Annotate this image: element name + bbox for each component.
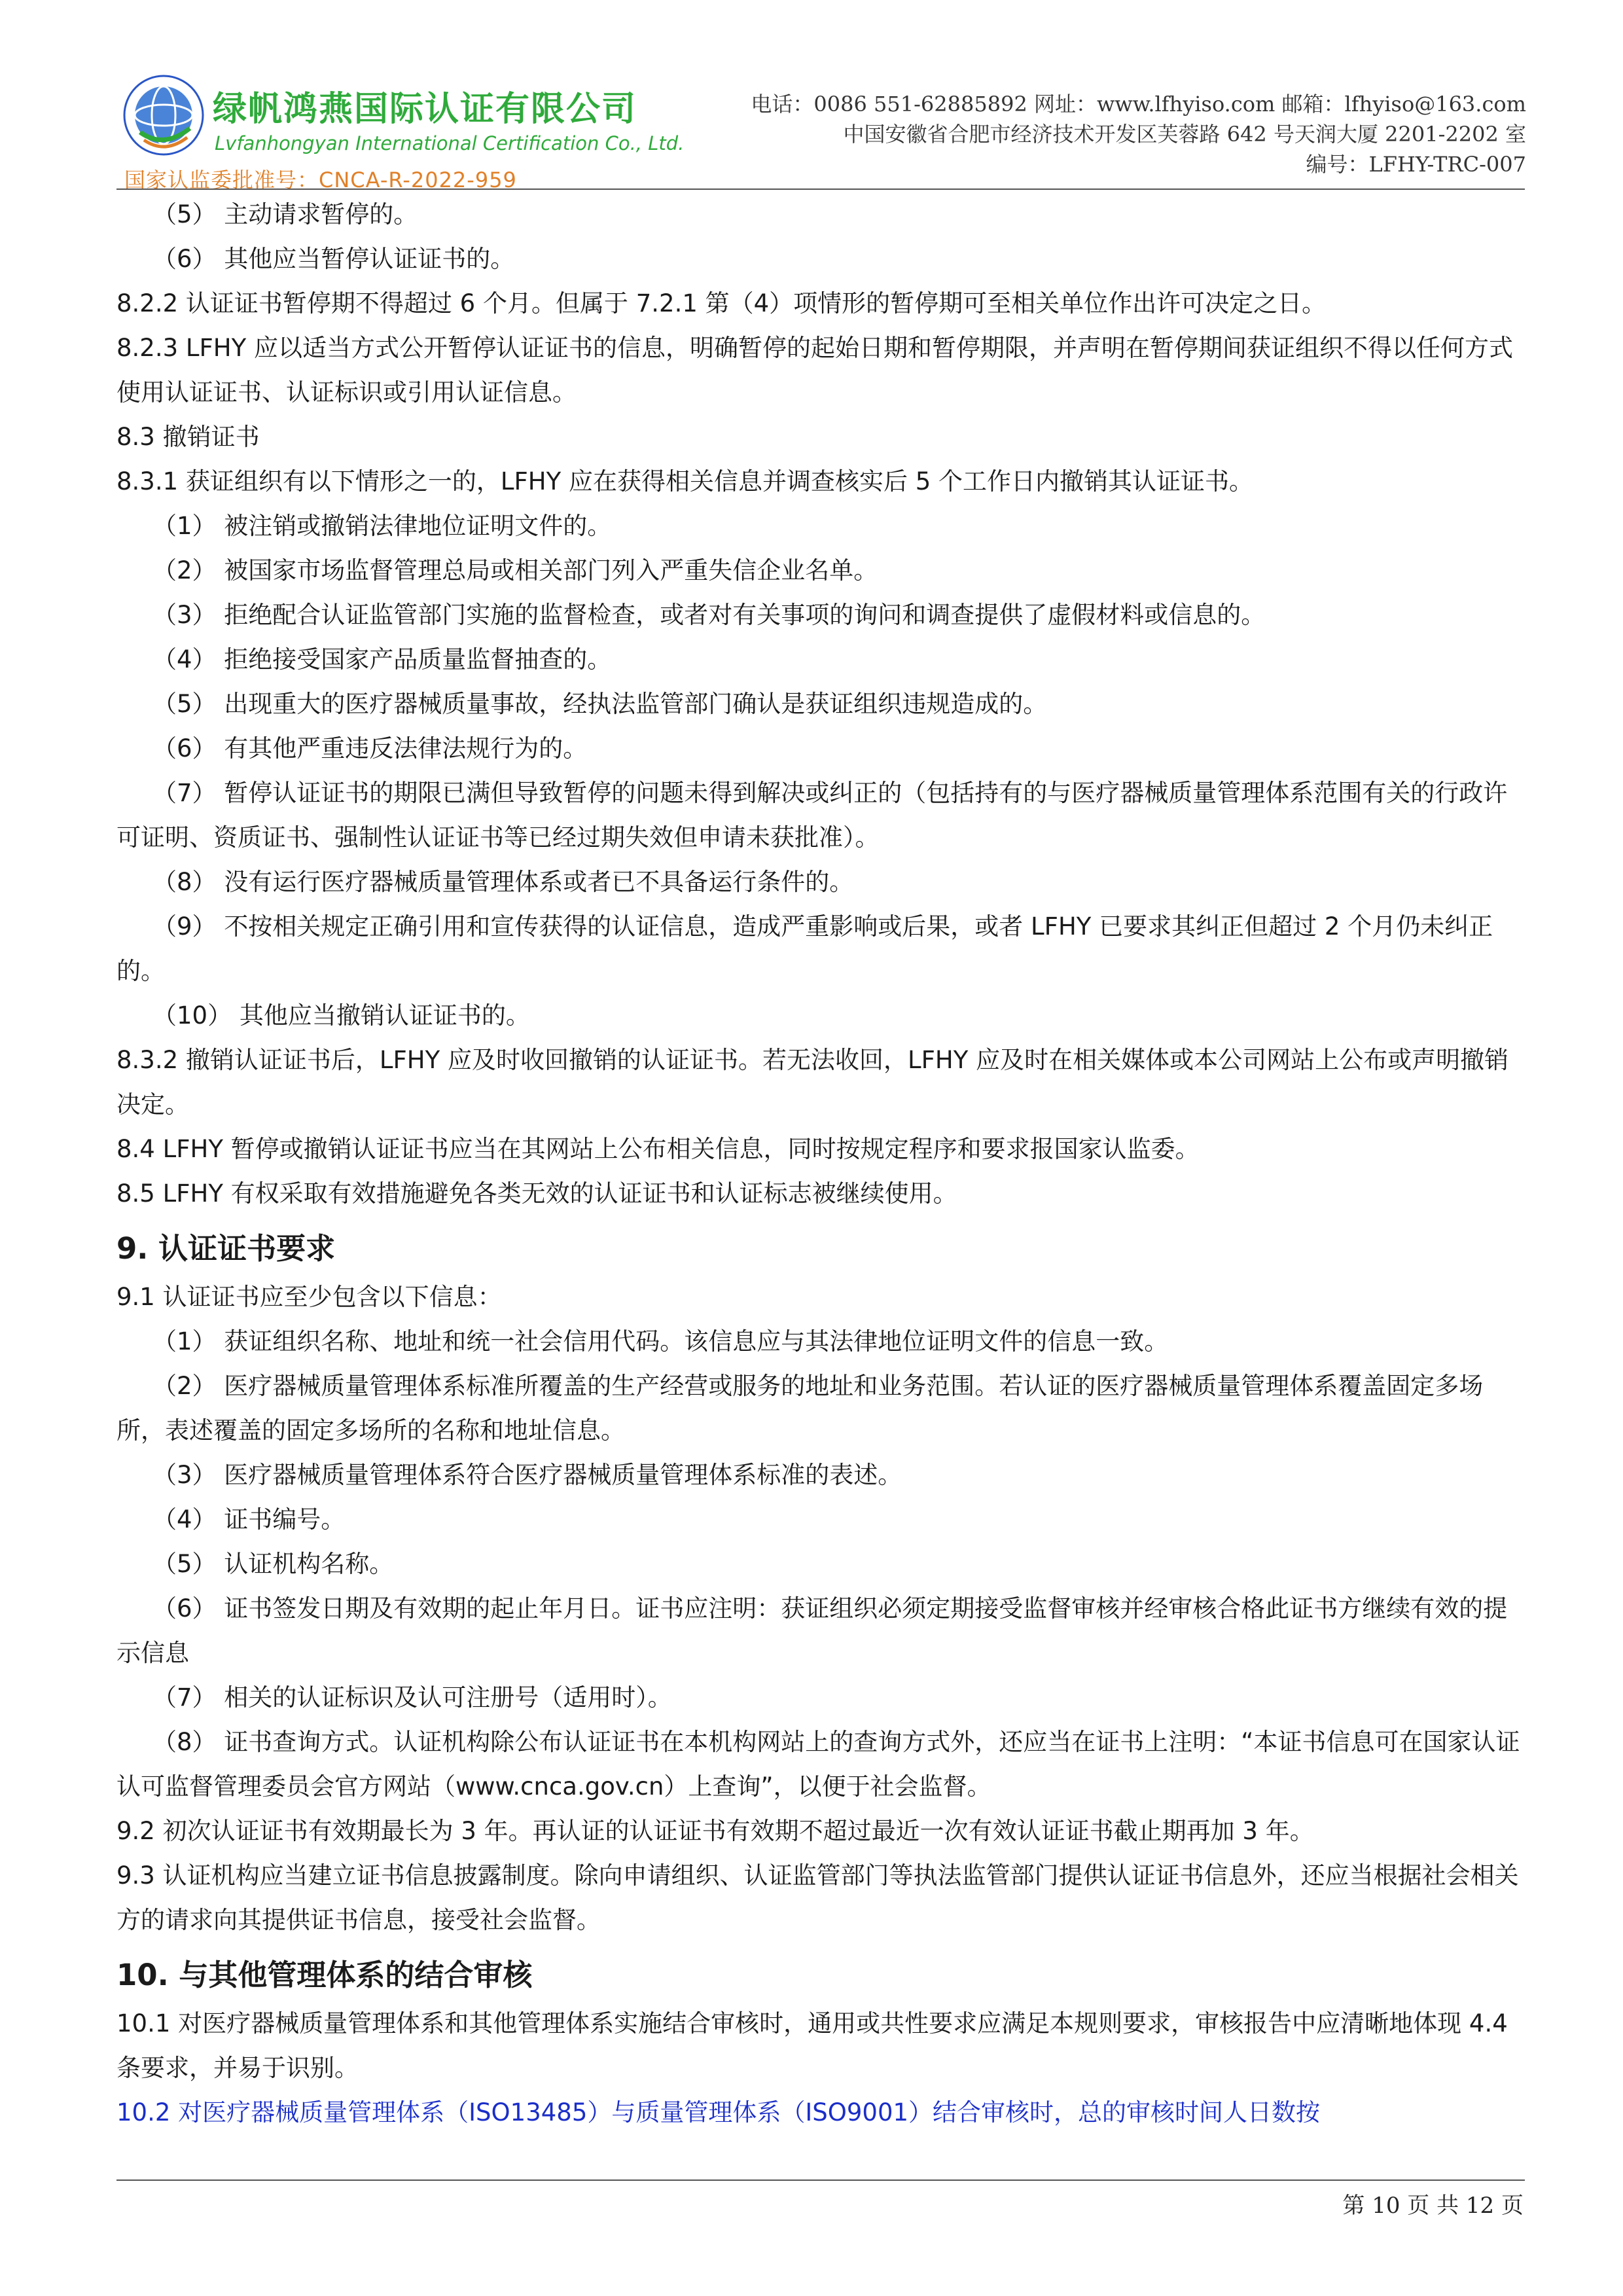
clause-9-3: 9.3 认证机构应当建立证书信息披露制度。除向申请组织、认证监管部门等执法监管部门提供认证证书信息外，还应当根据社会相关方的请求向其提供证书信息，接受社会监督。	[116, 1861, 1519, 1934]
section-9-heading: 9. 认证证书要求	[116, 1231, 336, 1266]
list-item: （1） 被注销或撤销法律地位证明文件的。	[152, 512, 612, 540]
list-item: （6） 有其他严重违反法律法规行为的。	[152, 734, 588, 762]
list-item: （4） 证书编号。	[152, 1505, 346, 1534]
header-divider	[116, 188, 1525, 190]
logo-approval-number: 国家认监委批准号：CNCA-R-2022-959	[124, 168, 517, 192]
clause-8-2-2: 8.2.2 认证证书暂停期不得超过 6 个月。但属于 7.2.1 第（4）项情形的暂停期可至相关单位作出许可决定之日。	[116, 289, 1327, 317]
company-logo	[118, 72, 685, 192]
clause-9-1: 9.1 认证证书应至少包含以下信息：	[116, 1283, 502, 1311]
list-item: （5） 出现重大的医疗器械质量事故，经执法监管部门确认是获证组织违规造成的。	[152, 690, 1048, 718]
list-item: （1） 获证组织名称、地址和统一社会信用代码。该信息应与其法律地位证明文件的信息一致。	[152, 1327, 1169, 1355]
contact-phone-web-email: 电话：0086 551-62885892 网址：www.lfhyiso.com 邮箱：lfhyiso@163.com	[751, 92, 1526, 117]
list-item: （10） 其他应当撤销认证证书的。	[152, 1001, 530, 1030]
list-item: （7） 相关的认证标识及认可注册号（适用时）。	[152, 1683, 672, 1712]
list-item: （4） 拒绝接受国家产品质量监督抽查的。	[152, 645, 612, 673]
list-item: （6） 证书签发日期及有效期的起止年月日。证书应注明：获证组织必须定期接受监督审核并经审核合格此证书方继续有效的提示信息	[116, 1594, 1508, 1667]
list-item: （7） 暂停认证证书的期限已满但导致暂停的问题未得到解决或纠正的（包括持有的与医疗器械质量管理体系范围有关的行政许可证明、资质证书、强制性认证证书等已经过期失效但申请未获批准）。	[116, 779, 1508, 852]
contact-address: 中国安徽省合肥市经济技术开发区芙蓉路 642 号天润大厦 2201-2202 室	[843, 122, 1526, 147]
clause-10-2-highlighted: 10.2 对医疗器械质量管理体系（ISO13485）与质量管理体系（ISO9001）结合审核时，总的审核时间人日数按	[116, 2098, 1321, 2126]
logo-company-name-cn: 绿帆鸿燕国际认证有限公司	[213, 90, 637, 129]
clause-8-3-2: 8.3.2 撤销认证证书后，LFHY 应及时收回撤销的认证证书。若无法收回，LFHY 应及时在相关媒体或本公司网站上公布或声明撤销决定。	[116, 1046, 1509, 1119]
page-header	[0, 0, 1623, 190]
list-item: （3） 医疗器械质量管理体系符合医疗器械质量管理体系标准的表述。	[152, 1461, 902, 1489]
clause-9-2: 9.2 初次认证证书有效期最长为 3 年。再认证的认证证书有效期不超过最近一次有效认证证书截止期再加 3 年。	[116, 1817, 1314, 1845]
list-item: （8） 没有运行医疗器械质量管理体系或者已不具备运行条件的。	[152, 868, 854, 896]
document-body	[116, 192, 1525, 2135]
list-item: （5） 认证机构名称。	[152, 1550, 394, 1578]
list-item: （2） 被国家市场监督管理总局或相关部门列入严重失信企业名单。	[152, 556, 878, 584]
list-item: （3） 拒绝配合认证监管部门实施的监督检查，或者对有关事项的询问和调查提供了虚假材料或信息的。	[152, 601, 1266, 629]
page-number: 第 10 页 共 12 页	[1342, 2193, 1524, 2219]
document-number: 编号：LFHY-TRC-007	[1306, 152, 1526, 177]
clause-8-2-3: 8.2.3 LFHY 应以适当方式公开暂停认证证书的信息，明确暂停的起始日期和暂停期限，并声明在暂停期间获证组织不得以任何方式使用认证证书、认证标识或引用认证信息。	[116, 334, 1513, 406]
clause-10-1: 10.1 对医疗器械质量管理体系和其他管理体系实施结合审核时，通用或共性要求应满足本规则要求，审核报告中应清晰地体现 4.4 条要求，并易于识别。	[116, 2009, 1508, 2082]
section-10-heading: 10. 与其他管理体系的结合审核	[116, 1958, 533, 1992]
clause-8-4: 8.4 LFHY 暂停或撤销认证证书应当在其网站上公布相关信息，同时按规定程序和要求报国家认监委。	[116, 1135, 1200, 1163]
list-item: （6） 其他应当暂停认证证书的。	[152, 245, 515, 273]
clause-8-5: 8.5 LFHY 有权采取有效措施避免各类无效的认证证书和认证标志被继续使用。	[116, 1179, 957, 1208]
contact-block	[751, 89, 1526, 179]
clause-8-3-1: 8.3.1 获证组织有以下情形之一的，LFHY 应在获得相关信息并调查核实后 5 个工作日内撤销其认证证书。	[116, 467, 1254, 495]
footer-divider	[116, 2179, 1525, 2181]
logo-company-name-en: Lvfanhongyan International Certification Co., Ltd.	[215, 132, 685, 154]
list-item: （5） 主动请求暂停的。	[152, 200, 418, 228]
section-8-3-title: 8.3 撤销证书	[116, 423, 260, 451]
globe-seal-icon	[118, 72, 209, 164]
list-item: （2） 医疗器械质量管理体系标准所覆盖的生产经营或服务的地址和业务范围。若认证的医疗器械质量管理体系覆盖固定多场所，表述覆盖的固定多场所的名称和地址信息。	[116, 1372, 1484, 1444]
list-item: （8） 证书查询方式。认证机构除公布认证证书在本机构网站上的查询方式外，还应当在证书上注明：“本证书信息可在国家认证认可监督管理委员会官方网站（www.cnca.gov.cn）上查询”，以便于社会监督。	[116, 1728, 1520, 1801]
list-item: （9） 不按相关规定正确引用和宣传获得的认证信息，造成严重影响或后果，或者 LFHY 已要求其纠正但超过 2 个月仍未纠正的。	[116, 912, 1493, 985]
